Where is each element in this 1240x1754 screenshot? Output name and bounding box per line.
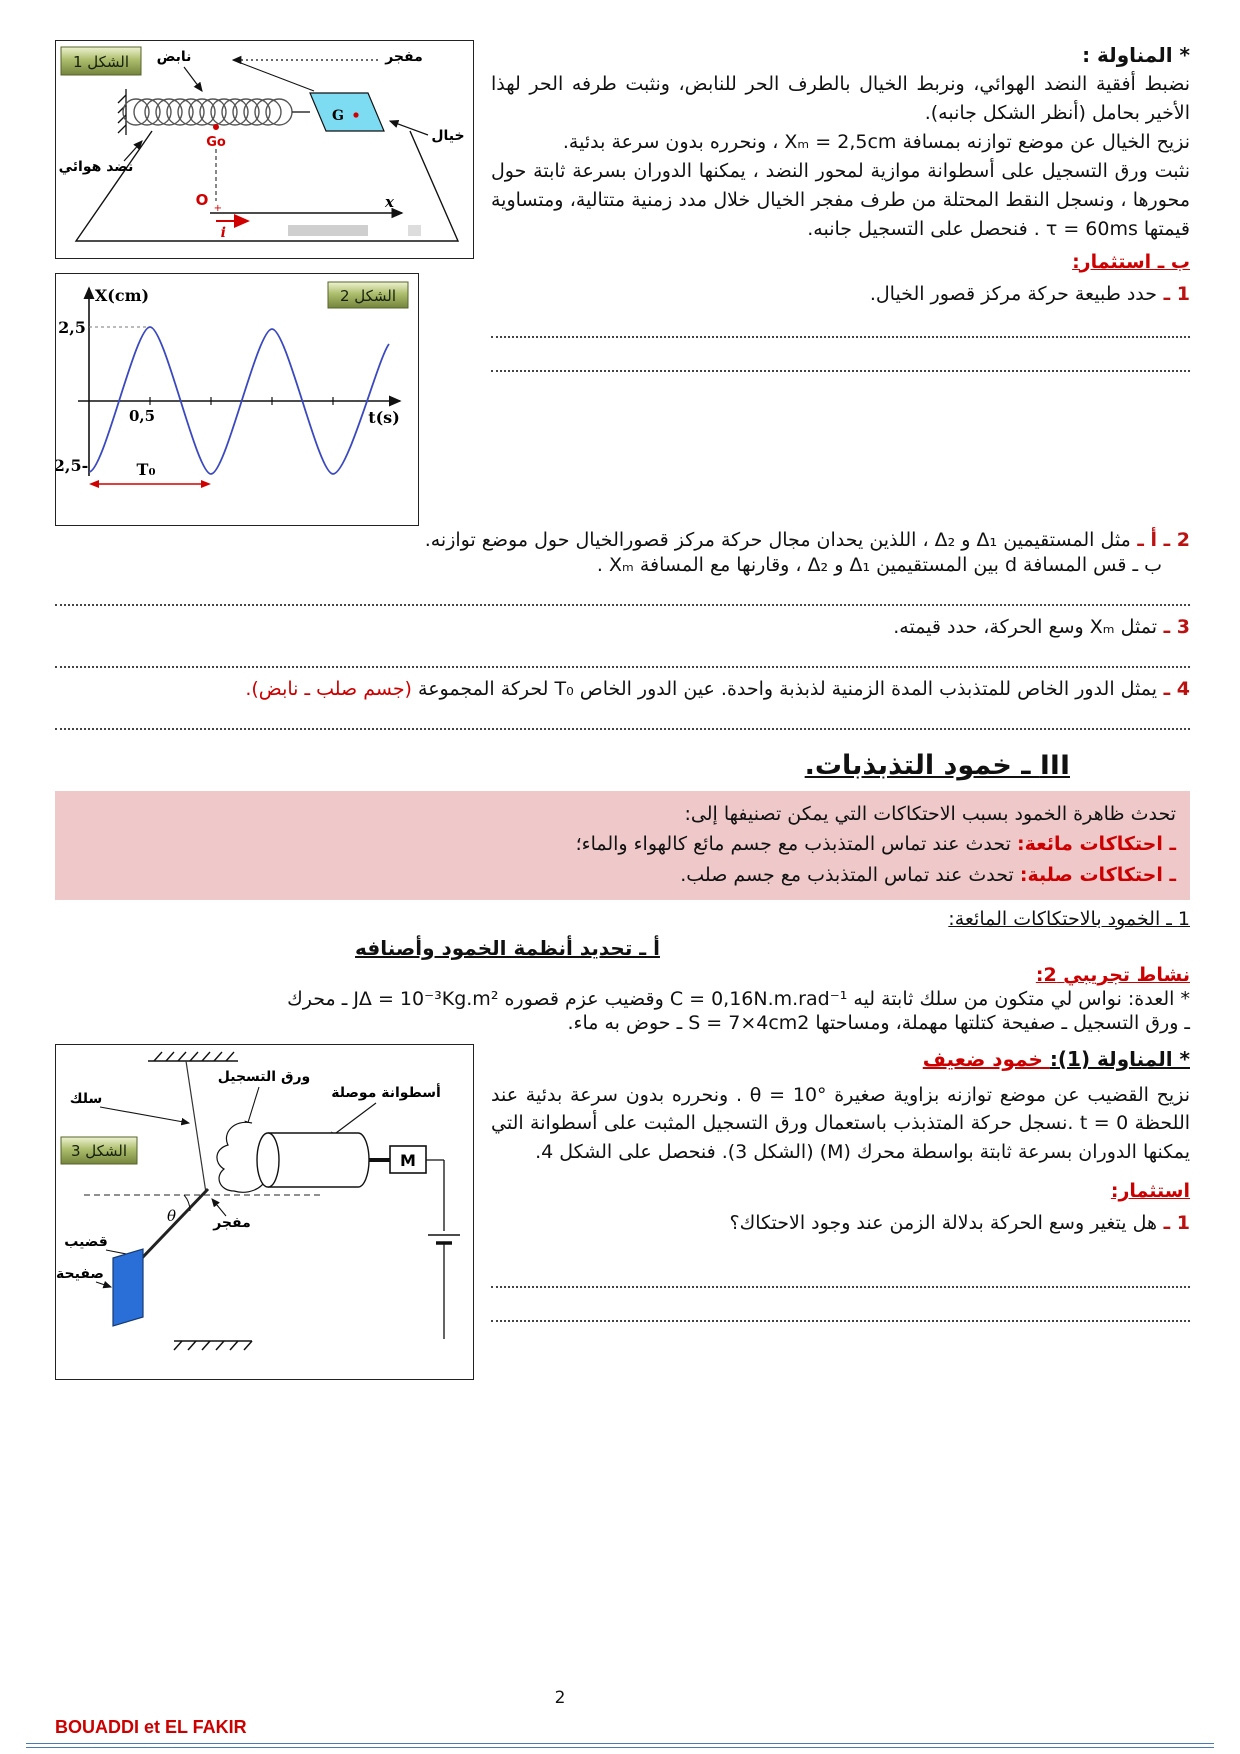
ymin-tick-label: -2,5 [56,456,89,475]
plate-label-group [56,1266,111,1287]
question-4-number: 4 ـ [1157,678,1190,700]
subsection-1a-title: أ ـ تحديد أنظمة الخمود وأصنافه [355,936,660,961]
answer-dotted-line [55,706,1190,730]
rod-label: قضيب [64,1234,108,1251]
period-label: T₀ [136,460,156,479]
recording-cylinder [257,1133,369,1187]
shadow-trace [288,225,368,236]
equipment-line-1: * العدة: نواس لي متكون من سلك ثابتة ليه C = 0,16N.m.rad⁻¹ وقضيب عزم قصوره JΔ = 10⁻³Kg.m² ـ محرك [287,988,1190,1011]
y-axis-label: X(cm) [94,286,150,305]
figures-column-bottom [55,1044,475,1380]
question-3-text: تمثل Xₘ وسع الحركة، حدد قيمته. [893,616,1158,638]
g-red-dot [353,112,358,117]
answer-dotted-line [55,582,1190,606]
x-tick-label: 0,5 [128,407,156,425]
figure-3-torsion-pendulum [55,1044,474,1380]
spring-setup-drawing [56,41,473,254]
question-3-number: 3 ـ [1157,616,1190,638]
question-1-text: حدد طبيعة حركة مركز قصور الخيال. [869,282,1158,305]
manipulation-1-text-column [491,1044,1190,1332]
air-table-outline [76,131,458,241]
activity-2-title: نشاط تجريبي 2: [1035,964,1190,987]
figures-column-top [55,40,475,526]
answer-dotted-line [55,644,1190,668]
torsion-wire [186,1061,206,1193]
conducting-cylinder-label: أسطوانة موصلة [331,1085,441,1102]
damping-question-1-text: هل يتغير وسع الحركة بدلالة الزمن عند وجود الاحتكاك؟ [729,1212,1158,1235]
paper-label-group [218,1069,310,1129]
procedure-paragraph-2: نزيح الخيال عن موضع توازنه بمسافة Xₘ = 2,5cm ، ونحرره بدون سرعة بدئية. [562,131,1190,154]
questions-block [55,529,1190,730]
question-4-text: يمثل الدور الخاص للمتذبذب المدة الزمنية لذبذبة واحدة. عين الدور الخاص T₀ لحركة المجموعة [411,678,1158,700]
section-3-title: III ـ خمود التذبذبات. [804,750,1070,781]
equipment-line-2: ـ ورق التسجيل ـ صفيحة كتلتها مهملة، ومساحتها S = 7×4cm2 ـ حوض به ماء. [567,1012,1190,1035]
fluid-friction-text: تحدث عند تماس المتذبذب مع جسم مائع كالهواء والماء؛ [575,833,1017,856]
answer-dotted-line [491,1298,1190,1322]
ground-hatch [174,1341,252,1350]
question-4-red-tail: (جسم صلب ـ نابض). [245,678,412,700]
answer-dotted-line [491,314,1190,338]
wall-hatch [118,89,126,135]
shadow-label-group [390,121,465,144]
t-axis-label: t(s) [368,408,400,427]
investigation-b-title: ب ـ استثمار: [1072,250,1190,273]
figure-3-badge-label: الشكل 3 [70,1142,128,1161]
figure-1-badge-label: الشكل 1 [72,53,130,71]
sparker-label-group-3 [212,1199,251,1231]
bottom-section [55,1044,1190,1380]
x-axis-label: x [385,193,394,211]
question-2a-text: مثل المستقيمين Δ₁ و Δ₂ ، اللذين يحدان مجال حركة مركز قصورالخيال حول موضع توازنه. [424,529,1131,551]
spring-coil [123,99,310,125]
plus-sign: + [213,203,222,214]
question-2a-number: 2 ـ أ ـ [1130,529,1190,551]
wire-label-group [70,1091,189,1123]
inertia-center-marker [206,124,226,201]
wire-label: سلك [69,1091,103,1108]
solid-friction-line [69,860,1176,890]
procedure-title: * المناولة : [1082,43,1190,67]
circuit [426,1160,460,1339]
question-1-number: 1 ـ [1157,282,1190,305]
plate-g-label: G [332,108,344,124]
shadow-trace-small [408,225,421,236]
figure-2-oscillation-graph [55,273,419,526]
damping-definition-box [55,791,1190,900]
question-4 [55,678,1190,700]
i-vector-label: i [220,225,226,241]
figure-3-badge [61,1137,137,1164]
theta-label: θ [166,1207,176,1226]
damping-intro: تحدث ظاهرة الخمود بسبب الاحتكاكات التي يمكن تصنيفها إلى: [684,803,1176,825]
sparker-label-3: مفجر [213,1215,251,1232]
oscillation-graph-drawing [56,274,418,521]
spring-label-group [157,49,202,91]
motor [390,1146,426,1173]
question-3 [55,616,1190,638]
manipulation-1-title [491,1044,1190,1074]
go-label: Go [206,135,226,150]
plate-label: صفيحة [56,1266,104,1283]
procedure-paragraph-1: نضبط أفقية النضد الهوائي، ونربط الخيال بالطرف الحر للنابض، ونثبت طرفه الحر لهذا الأخير بحامل (أنظر الشكل جانبه). [491,73,1190,125]
origin-o-label: O [195,191,209,209]
recording-paper-label: ورق التسجيل [217,1069,311,1086]
page-number: 2 [554,1688,566,1708]
shadow-plate [310,93,384,131]
figure-1-spring-setup [55,40,474,259]
sparker-label-group [233,49,423,91]
bottom-double-rule [26,1743,1214,1748]
solid-friction-text: تحدث عند تماس المتذبذب مع جسم صلب. [680,863,1020,886]
manipulation-1-title-red: خمود ضعيف [922,1047,1050,1072]
figure-2-badge [328,282,408,308]
solid-friction-label: ـ احتكاكات صلبة: [1019,863,1176,886]
figure-2-badge-label: الشكل 2 [339,287,397,305]
authors-credit: BOUADDI et EL FAKIR [55,1717,247,1737]
sparker-label: مفجر [385,49,423,65]
subsection-1-title: 1 ـ الخمود بالاحتكاكات المائعة: [948,908,1190,931]
torsion-pendulum-drawing [56,1045,473,1375]
procedure-paragraph-3: نثبت ورق التسجيل على أسطوانة موازية لمحور النضد ، يمكنها الدوران بسرعة ثابتة حول محورها ، ونسجل النقط المحتلة من طرف مفجر الخيال خلال مدد زمنية متتالية، ومتساوية قيمتها τ = 60ms . فنحصل على التسجيل جانبه. [491,160,1190,240]
period-annotation [89,460,211,488]
question-1 [491,280,1190,309]
procedure-text-column [491,40,1190,382]
damping-question-1-number: 1 ـ [1157,1212,1190,1235]
manipulation-1-paragraph: نزيح القضيب عن موضع توازنه بزاوية صغيرة θ = 10° . ونحرره بدون سرعة بدئية عند اللحظة t = 0 .نسجل حركة المتذبذب باستعمال ورق التسجيل المثبت على أسطوانة التي يمكنها الدوران بسرعة ثابتة بواسطة محرك (M) (الشكل 3). فنحصل على الشكل 4. [491,1083,1191,1164]
cylinder-label-group [328,1083,441,1139]
shadow-label: خيال [431,128,465,144]
figure-1-badge [61,47,141,75]
manipulation-1-title-black: * المناولة (1): [1049,1047,1190,1072]
damping-question-1 [491,1209,1190,1238]
answer-dotted-line [491,348,1190,372]
question-2b: ب ـ قس المسافة d بين المستقيمين Δ₁ و Δ₂ ، وقارنها مع المسافة Xₘ . [596,554,1162,576]
answer-dotted-line [491,1264,1190,1288]
ymax-tick-label: 2,5 [58,318,86,337]
air-table-label: نضد هوائي [58,159,134,175]
question-2a [55,529,1190,551]
fluid-friction-label: ـ احتكاكات مائعة: [1016,833,1176,856]
top-section [55,40,1190,526]
air-table-label-group [59,141,142,175]
ceiling-hatch [148,1052,238,1061]
investigation-title: استثمار: [1110,1180,1190,1203]
spring-label: نابض [156,49,192,65]
blue-plate [113,1249,143,1326]
motor-label: M [400,1151,416,1171]
fluid-friction-line [69,829,1176,859]
